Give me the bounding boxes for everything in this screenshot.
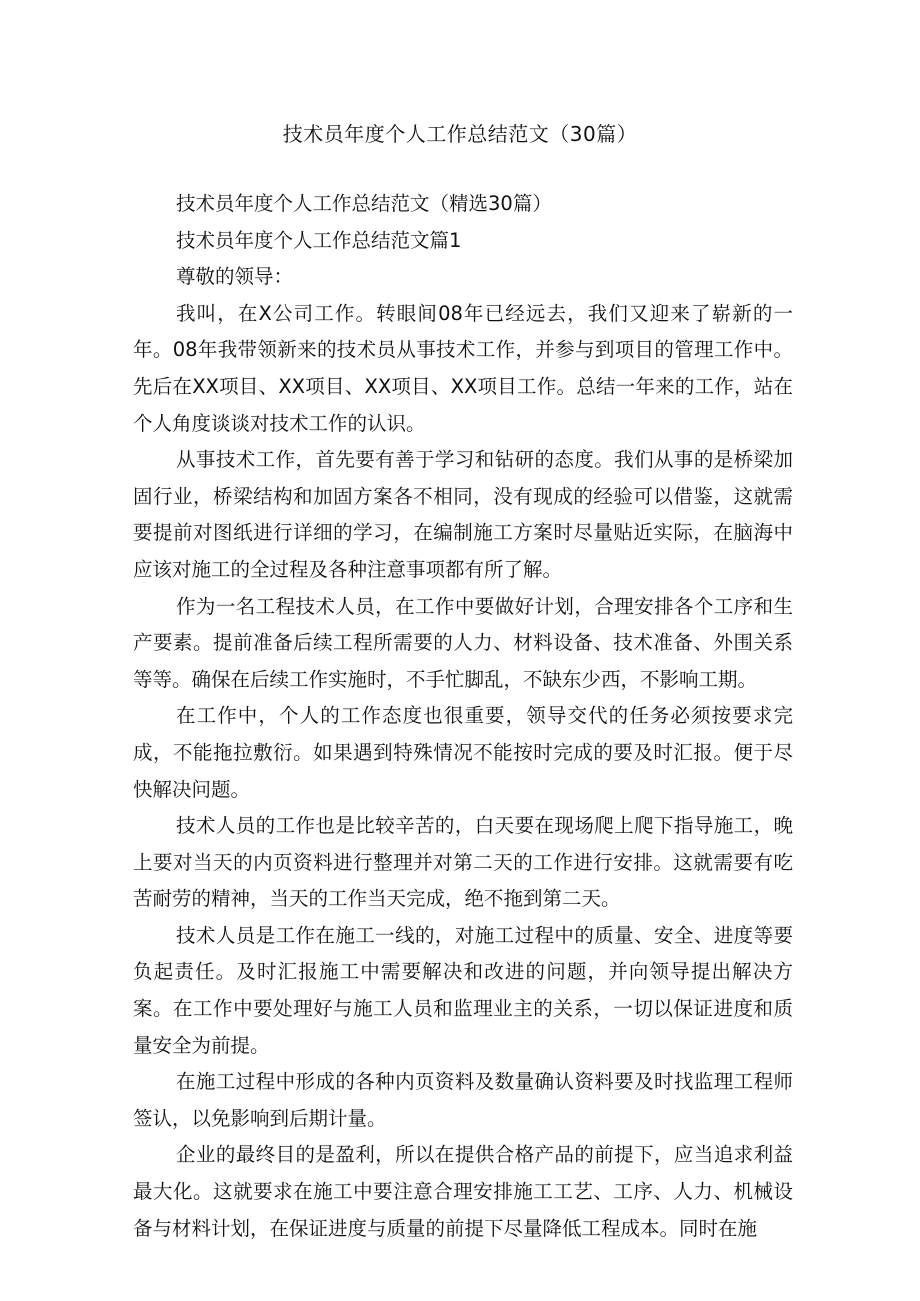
paragraph: 企业的最终目的是盈利，所以在提供合格产品的前提下，应当追求利益最大化。这就要求在施工中要注意合理安排施工工艺、工序、人力、机械设备与材料计划，在保证进度与质量的前提下尽量降低工程成本。同时在施 — [133, 1143, 793, 1240]
paragraph-section-heading: 技术员年度个人工作总结范文篇1 — [176, 228, 462, 252]
document-body — [133, 186, 793, 1247]
document-title: 技术员年度个人工作总结范文（30篇） — [282, 122, 638, 146]
paragraph: 从事技术工作，首先要有善于学习和钻研的态度。我们从事的是桥梁加固行业，桥梁结构和加固方案各不相同，没有现成的经验可以借鉴，这就需要提前对图纸进行详细的学习，在编制施工方案时尽量贴近实际，在脑海中应该对施工的全过程及各种注意事项都有所了解。 — [133, 448, 793, 581]
paragraph-subtitle: 技术员年度个人工作总结范文（精选30篇） — [176, 192, 552, 215]
paragraph: 技术人员的工作也是比较辛苦的，白天要在现场爬上爬下指导施工，晚上要对当天的内页资料进行整理并对第二天的工作进行安排。这就需要有吃苦耐劳的精神，当天的工作当天完成，绝不拖到第二天。 — [133, 814, 793, 911]
paragraph: 技术人员是工作在施工一线的，对施工过程中的质量、安全、进度等要负起责任。及时汇报施工中需要解决和改进的问题，并向领导提出解决方案。在工作中要处理好与施工人员和监理业主的关系，一切以保证进度和质量安全为前提。 — [133, 923, 793, 1057]
paragraph: 我叫，在X公司工作。转眼间08年已经远去，我们又迎来了崭新的一年。08年我带领新来的技术员从事技术工作，并参与到项目的管理工作中。先后在XX项目、XX项目、XX项目、XX项目工作。总结一年来的工作，站在个人角度谈谈对技术工作的认识。 — [133, 301, 793, 435]
paragraph: 在施工过程中形成的各种内页资料及数量确认资料要及时找监理工程师签认，以免影响到后期计量。 — [133, 1070, 793, 1130]
paragraph-salutation: 尊敬的领导： — [176, 265, 294, 289]
paragraph: 作为一名工程技术人员，在工作中要做好计划，合理安排各个工序和生产要素。提前准备后续工程所需要的人力、材料设备、技术准备、外围关系等等。确保在后续工作实施时，不手忙脚乱，不缺东少西，不影响工期。 — [133, 594, 793, 691]
paragraph: 在工作中，个人的工作态度也很重要，领导交代的任务必须按要求完成，不能拖拉敷衍。如果遇到特殊情况不能按时完成的要及时汇报。便于尽快解决问题。 — [133, 704, 793, 801]
